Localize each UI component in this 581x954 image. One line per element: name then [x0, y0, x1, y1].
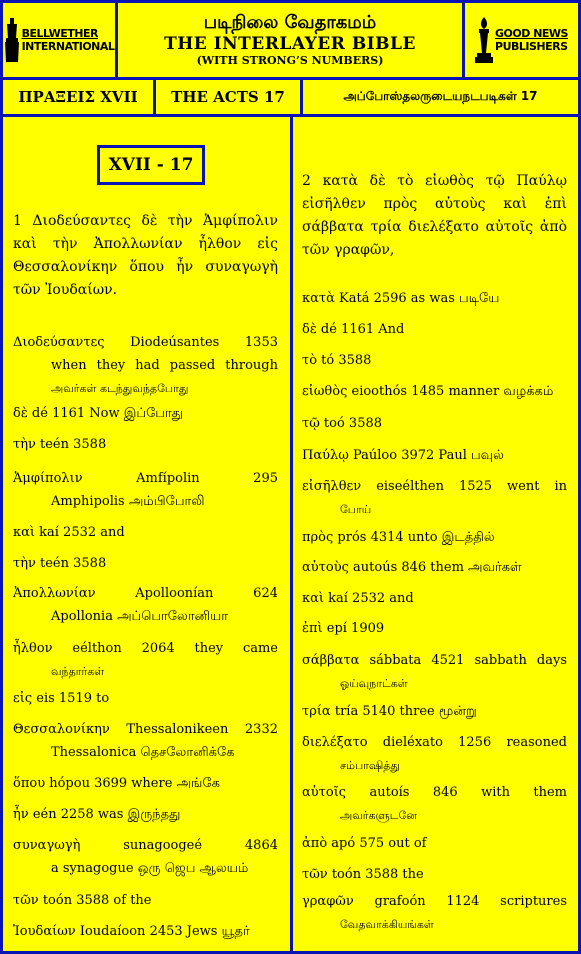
entry-tamil: ஓய்வுநாட்கள்	[340, 677, 408, 690]
word-entry	[302, 444, 567, 467]
entry-line: Ἰουδαίων Ioudaíoon 2453 Jews யூதர்	[13, 924, 250, 939]
entry-line: τρία tría 5140 three மூன்று	[302, 704, 477, 719]
entry-line: πρὸς prós 4314 unto இடத்தில்	[302, 530, 495, 545]
tab-greek-label: ΠΡΑΞΕΙΣ XVII	[18, 88, 138, 106]
entry-line: κατὰ Katá 2596 as was படியே	[302, 291, 500, 306]
entry-tamil: போய்	[340, 503, 372, 516]
entry-line: γραφῶν grafoón 1124 scriptures	[302, 894, 567, 909]
entry-line: Amphipolis அம்பிபோலி	[51, 494, 205, 509]
word-entry	[13, 521, 278, 544]
entry-line: Παύλῳ Paúloo 3972 Paul பவுல்	[302, 448, 504, 463]
tab-tamil	[300, 77, 581, 117]
entry-line: εἰς eis 1519 to	[13, 691, 110, 706]
entry-line: αὐτοὺς autoús 846 them அவர்கள்	[302, 560, 522, 575]
entry-line: τῶν toón 3588 the	[302, 867, 424, 882]
logo-text-line1: BELLWETHER	[21, 27, 98, 40]
entry-tamil: சம்பாஷித்து	[340, 759, 400, 772]
chapter-label-text: XVII - 17	[108, 155, 194, 175]
entry-line: εἰωθὸς eioothós 1485 manner வழக்கம்	[302, 384, 554, 399]
entry-line: εἰσῆλθεν eiseélthen 1525 went in	[302, 479, 567, 494]
entry-line: ἀπὸ apó 575 out of	[302, 836, 427, 851]
word-entry	[13, 582, 278, 628]
verse-1: 1 Διοδεύσαντες δὲ τὴν Ἀμφίπολιν καὶ τὴν Ἀπολλωνίαν ἦλθον εἰς Θεσσαλονίκην ὅπου ἦν συναγωγὴ τῶν Ἰουδαίων.	[13, 213, 278, 298]
word-entry	[302, 863, 567, 886]
left-column	[13, 200, 278, 950]
word-entry	[302, 700, 567, 723]
word-entry	[13, 920, 278, 943]
word-entry	[13, 889, 278, 912]
word-entry	[13, 331, 278, 400]
entry-line: τὸ tó 3588	[302, 353, 372, 368]
word-entry	[302, 832, 567, 855]
word-entry	[302, 349, 567, 372]
right-column	[302, 160, 567, 950]
tab-english	[153, 77, 303, 117]
word-entry	[302, 526, 567, 549]
tab-greek	[0, 77, 156, 117]
word-entry	[302, 649, 567, 695]
word-entry	[302, 556, 567, 579]
entry-tamil: வந்தார்கள்	[51, 665, 105, 678]
page-title: THE INTERLAYER BIBLE	[164, 34, 416, 54]
entry-line: καὶ kaí 2532 and	[302, 591, 414, 606]
entry-line: συναγωγὴ sunagoogeé 4864	[13, 838, 278, 853]
bell-tower-icon	[4, 18, 20, 62]
logo-text-line1: GOOD NEWS	[495, 27, 568, 40]
entry-line: δὲ dé 1161 Now இப்போது	[13, 406, 184, 421]
word-entry	[302, 287, 567, 310]
word-entry	[302, 318, 567, 341]
word-entry	[302, 890, 567, 936]
word-entry	[13, 834, 278, 880]
word-entry	[13, 552, 278, 575]
word-entry	[302, 587, 567, 610]
entry-line: Thessalonica தெசலோனிக்கே	[51, 745, 235, 760]
entry-line: Ἀπολλωνίαν Apolloonían 624	[13, 586, 278, 601]
logo-text-line2: INTERNATIONAL	[21, 40, 115, 53]
tab-english-label: THE ACTS 17	[171, 88, 285, 106]
entry-line: ἦν eén 2258 was இருந்தது	[13, 807, 181, 822]
word-entry	[13, 637, 278, 683]
tab-tamil-label: அப்போஸ்தலருடையநடபடிகள் 17	[343, 89, 538, 103]
entry-line: τὴν teén 3588	[13, 556, 107, 571]
word-entry	[13, 803, 278, 826]
word-entry	[13, 772, 278, 795]
entry-line: δὲ dé 1161 And	[302, 322, 405, 337]
word-entry	[302, 731, 567, 777]
entry-line: Ἀμφίπολιν Amfípolin 295	[13, 471, 278, 486]
word-entry	[302, 380, 567, 403]
entry-line: ὅπου hópou 3699 where அங்கே	[13, 776, 220, 791]
word-entry	[13, 687, 278, 710]
entry-line: διελέξατο dieléxato 1256 reasoned	[302, 735, 567, 750]
entry-line: ἦλθον eélthon 2064 they came	[13, 641, 278, 656]
entry-line: a synagogue ஒரு ஜெப ஆலயம்	[51, 861, 249, 876]
right-logo-box	[462, 0, 581, 80]
entry-line: σάββατα sábbata 4521 sabbath days	[302, 653, 567, 668]
verse-2: 2 κατὰ δὲ τὸ εἰωθὸς τῷ Παύλῳ εἰσῆλθεν πρὸς αὐτοὺς καὶ ἐπὶ σάββατα τρία διελέξατο αὐτοῖς ἀπὸ τῶν γραφῶν,	[302, 173, 567, 258]
word-entry	[302, 781, 567, 827]
chapter-label	[97, 145, 205, 185]
word-entry	[302, 412, 567, 435]
entry-line: τὴν teén 3588	[13, 437, 107, 452]
word-entry	[302, 475, 567, 521]
entry-tamil: அவர்கள் கடந்துவந்தபோது	[51, 382, 189, 395]
entry-line: ἐπὶ epí 1909	[302, 621, 385, 636]
word-entry	[13, 467, 278, 513]
entry-line: Apollonia அப்பொலோனியா	[51, 609, 229, 624]
entry-line: αὐτοῖς autoís 846 with them	[302, 785, 567, 800]
word-entry	[13, 402, 278, 425]
entry-line: Διοδεύσαντες Diodeúsantes 1353	[13, 335, 278, 350]
goodnews-logo	[475, 17, 568, 63]
left-logo-box	[0, 0, 118, 80]
entry-tamil: அவர்களுடனே	[340, 809, 417, 822]
entry-line: τῷ toó 3588	[302, 416, 383, 431]
entry-line: Θεσσαλονίκην Thessalonikeen 2332	[13, 722, 278, 737]
word-entry	[302, 617, 567, 640]
logo-text-line2: PUBLISHERS	[495, 40, 568, 53]
entry-tamil: வேதவாக்கியங்கள்	[340, 918, 434, 931]
entry-line: τῶν toón 3588 of the	[13, 893, 152, 908]
word-entry	[13, 718, 278, 764]
entry-line: καὶ kaí 2532 and	[13, 525, 125, 540]
page-subtitle: (WITH STRONG’S NUMBERS)	[196, 54, 384, 67]
bellwether-logo	[4, 18, 115, 62]
entry-line: when they had passed through	[51, 358, 278, 373]
torch-icon	[475, 17, 493, 63]
title-box	[115, 0, 465, 80]
word-entry	[13, 433, 278, 456]
title-tamil: படிநிலை வேதாகமம்	[203, 12, 377, 33]
